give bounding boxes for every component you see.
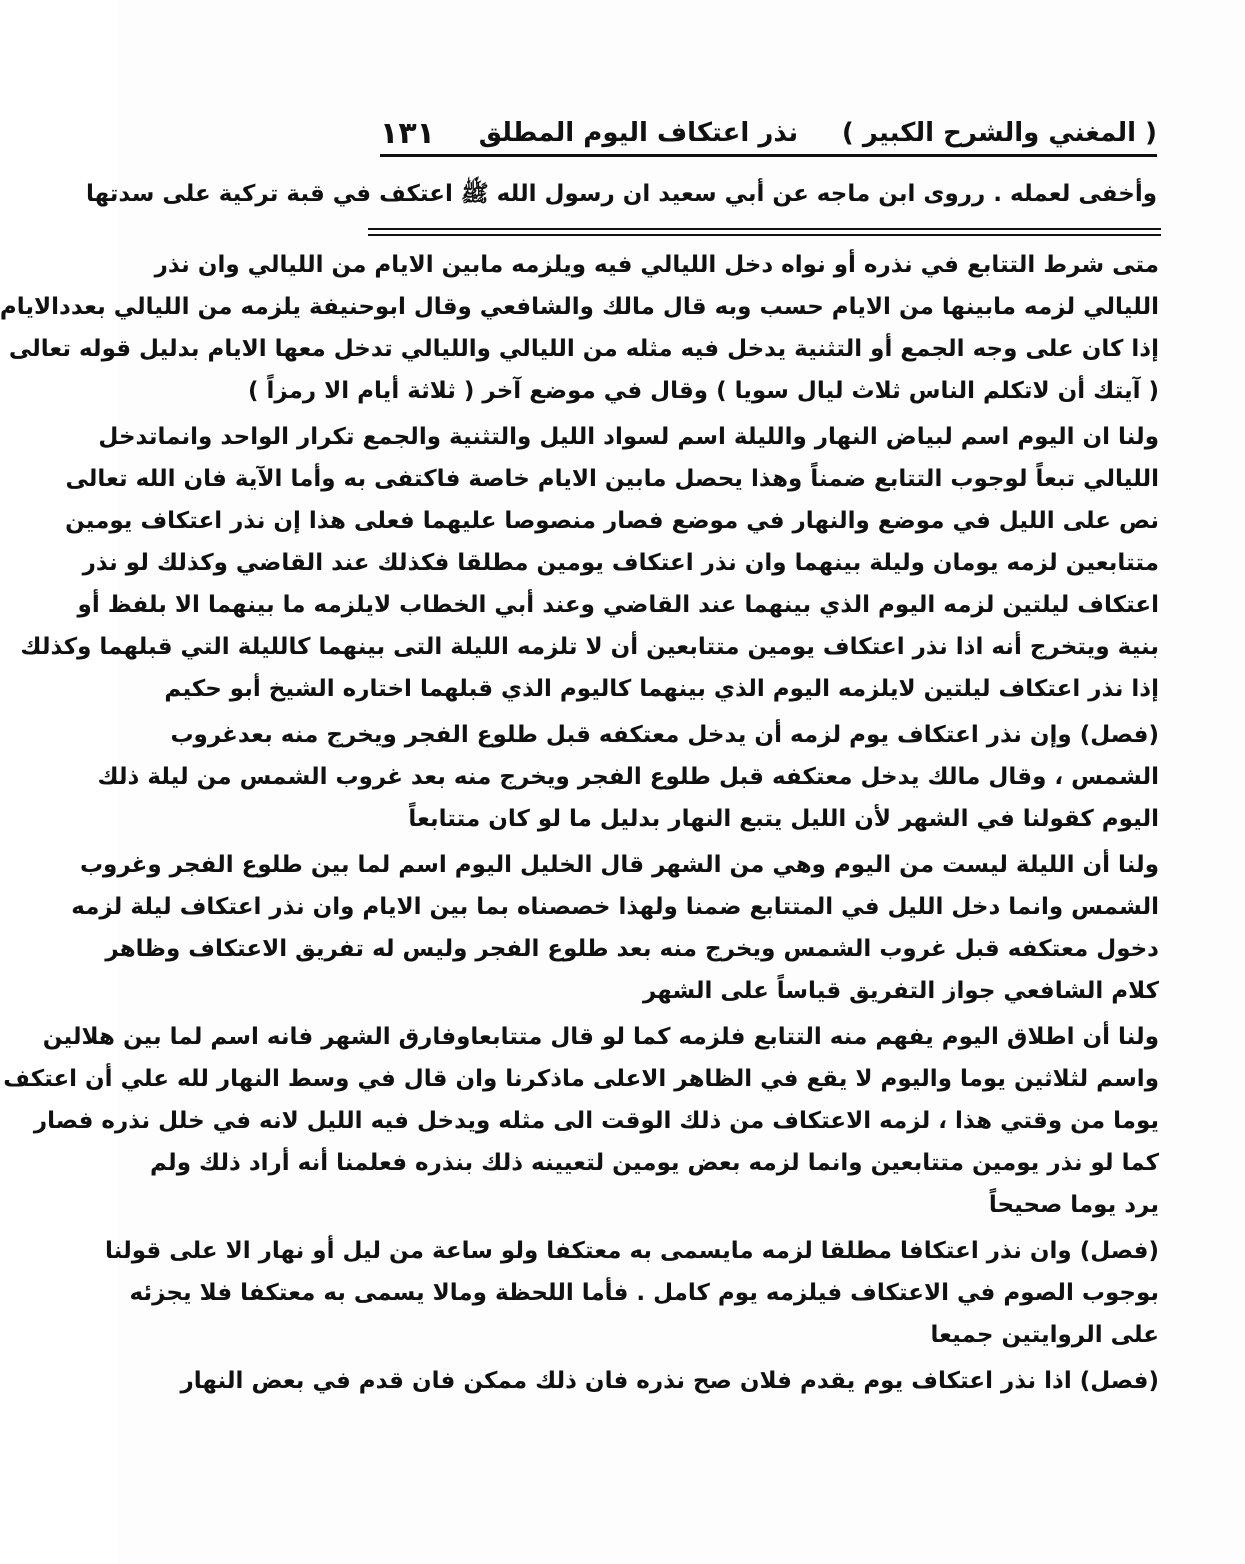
text-line: الليالي تبعاً لوجوب التتابع ضمناً وهذا يحصل مابين الايام خاصة فاكتفى به وأما الآية فان الله تعالى [65, 466, 1159, 492]
text-line: ولنا أن الليلة ليست من اليوم وهي من الشهر قال الخليل اليوم اسم لما بين طلوع الفجر وغروب [79, 852, 1159, 878]
text-line: اعتكاف ليلتين لزمه اليوم الذي بينهما عند القاضي وعند أبي الخطاب لايلزمه ما بينهما الا بلفظ أو [77, 592, 1159, 618]
paragraph [105, 1230, 1159, 1356]
text-line: بنية ويتخرج أنه اذا نذر اعتكاف يومين متتابعين أن لا تلزمه الليلة التى بينهما كالليلة التي قبلهما وكذلك [20, 634, 1159, 660]
text-line: كلام الشافعي جواز التفريق قياساً على الشهر [643, 978, 1159, 1004]
paragraph [3, 1016, 1159, 1226]
text-line: على الروايتين جميعا [930, 1322, 1159, 1348]
text-line: بوجوب الصوم في الاعتكاف فيلزمه يوم كامل . فأما اللحظة ومالا يسمى به معتكفا فلا يجزئه [129, 1280, 1159, 1306]
footnote-continuation: وأخفى لعمله . رروى ابن ماجه عن أبي سعيد ان رسول الله ﷺ اعتكف في قبة تركية على سدتها [85, 181, 1157, 207]
paragraph [71, 844, 1159, 1012]
main-text [0, 244, 1159, 1402]
header-rule [380, 154, 1157, 157]
text-line: كما لو نذر يومين متتابعين وانما لزمه بعض يومين لتعيينه ذلك بنذره فعلمنا أنه أراد ذلك ولم [150, 1150, 1159, 1176]
text-line: ( آيتك أن لاتكلم الناس ثلاث ليال سويا ) وقال في موضع آخر ( ثلاثة أيام الا رمزاً ) [247, 378, 1159, 404]
text-line: اليوم كقولنا في الشهر لأن الليل يتبع النهار بدليل ما لو كان متتابعاً [408, 806, 1159, 832]
book-title: ( المغني والشرح الكبير ) [841, 118, 1157, 148]
running-header [380, 108, 1157, 158]
text-line: (فصل) وان نذر اعتكافا مطلقا لزمه مايسمى به معتكفا ولو ساعة من ليل أو نهار الا على قولنا [105, 1238, 1159, 1264]
section-title: نذر اعتكاف اليوم المطلق [478, 118, 799, 148]
text-line: يوما من وقتي هذا ، لزمه الاعتكاف من ذلك الوقت الى مثله ويدخل فيه الليل لانه في خلل نذره فصار [33, 1108, 1159, 1134]
text-line: الليالي لزمه مابينها من الايام حسب وبه قال مالك والشافعي وقال ابوحنيفة يلزمه من الليالي بعددالايام [0, 294, 1159, 320]
text-line: واسم لثلاثين يوما واليوم لا يقع في الظاهر الاعلى ماذكرنا وان قال في وسط النهار لله علي أن اعتكف [3, 1066, 1159, 1092]
section-divider [368, 228, 1161, 236]
text-line: ولنا ان اليوم اسم لبياض النهار والليلة اسم لسواد الليل والتثنية والجمع تكرار الواحد وانماتدخل [98, 424, 1159, 450]
paragraph [180, 1360, 1159, 1402]
text-line: يرد يوما صحيحاً [988, 1192, 1159, 1218]
text-line: الشمس ، وقال مالك يدخل معتكفه قبل طلوع الفجر ويخرج منه بعد غروب الشمس من ليلة ذلك [97, 764, 1159, 790]
text-line: نص على الليل في موضع والنهار في موضع فصار منصوصا عليهما فعلى هذا إن نذر اعتكاف يومين [65, 508, 1159, 534]
paragraph [20, 416, 1159, 710]
text-line: (فصل) وإن نذر اعتكاف يوم لزمه أن يدخل معتكفه قبل طلوع الفجر ويخرج منه بعدغروب [170, 722, 1159, 748]
text-line: متى شرط التتابع في نذره أو نواه دخل الليالي فيه ويلزمه مابين الايام من الليالي وان نذر [154, 252, 1159, 278]
text-line: إذا نذر اعتكاف ليلتين لايلزمه اليوم الذي بينهما كاليوم الذي قبلهما اختاره الشيخ أبو حكيم [164, 676, 1159, 702]
text-line: الشمس وانما دخل الليل في المتتابع ضمنا ولهذا خصصناه بما بين الايام وان نذر اعتكاف ليلة لزمه [71, 894, 1159, 920]
paragraph [0, 244, 1159, 412]
text-line: إذا كان على وجه الجمع أو التثنية يدخل فيه مثله من الليالي والليالي تدخل معها الايام بدليل قوله تعالى [8, 336, 1159, 362]
text-line: (فصل) اذا نذر اعتكاف يوم يقدم فلان صح نذره فان ذلك ممكن فان قدم في بعض النهار [180, 1368, 1159, 1394]
text-line: ولنا أن اطلاق اليوم يفهم منه التتابع فلزمه كما لو قال متتابعاوفارق الشهر فانه اسم لما بين هلالين [42, 1024, 1159, 1050]
paragraph [97, 714, 1159, 840]
page-number: ١٣١ [380, 115, 435, 151]
text-line: متتابعين لزمه يومان وليلة بينهما وان نذر اعتكاف يومين مطلقا فكذلك عند القاضي وكذلك لو نذر [82, 550, 1159, 576]
text-line: دخول معتكفه قبل غروب الشمس ويخرج منه بعد طلوع الفجر وليس له تفريق الاعتكاف وظاهر [105, 936, 1159, 962]
